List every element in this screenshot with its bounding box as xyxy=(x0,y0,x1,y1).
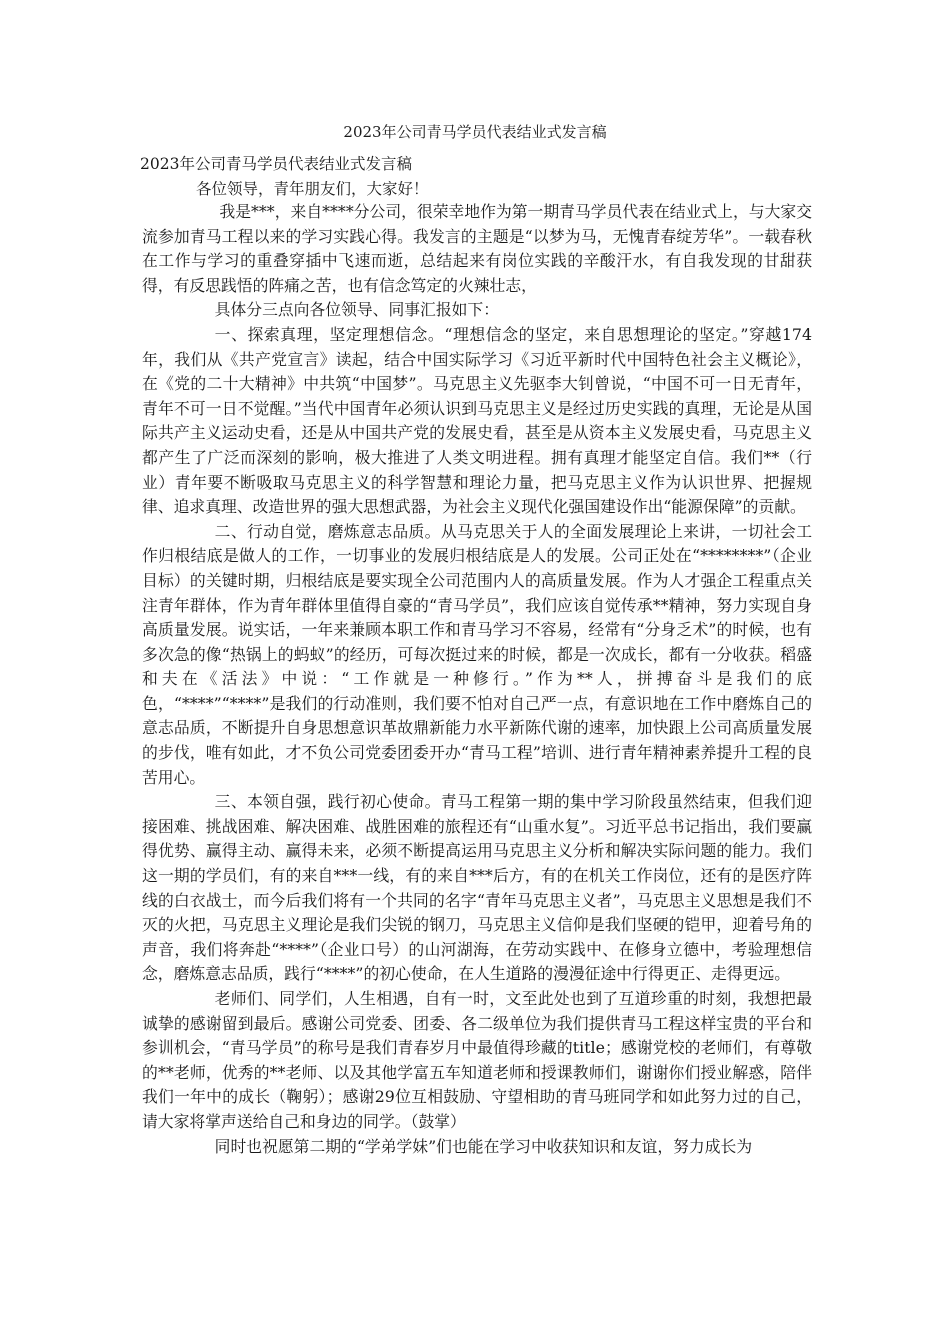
document-body xyxy=(142,200,812,1159)
paragraph-point-three: 三、本领自强，践行初心使命。青马工程第一期的集中学习阶段虽然结束，但我们迎接困难、挑战困难、解决困难、战胜困难的旅程还有“山重水复”。习近平总书记指出，我们要赢得优势、赢得主动、赢得未来，必须不断提高运用马克思主义分析和解决实际问题的能力。我们这一期的学员们，有的来自***一线，有的来自***后方，有的在机关工作岗位，还有的是医疗阵线的白衣战士，而今后我们将有一个共同的名字“青年马克思主义者”，马克思主义思想是我们不灭的火把，马克思主义理论是我们尖锐的钢刀，马克思主义信仰是我们坚硬的铠甲，迎着号角的声音，我们将奔赴“****”（企业口号）的山河湖海，在劳动实践中、在修身立德中，考验理想信念，磨炼意志品质，践行“****”的初心使命，在人生道路的漫漫征途中行得更正、走得更远。 xyxy=(142,792,812,984)
paragraph-closing: 同时也祝愿第二期的“学弟学妹”们也能在学习中收获知识和友谊，努力成长为 xyxy=(214,1136,753,1156)
greeting: 各位领导，青年朋友们，大家好！ xyxy=(196,180,429,198)
paragraph-outline: 具体分三点向各位领导、同事汇报如下： xyxy=(214,300,500,320)
paragraph-point-one: 一、探索真理，坚定理想信念。“理想信念的坚定，来自思想理论的坚定。”穿越174年，我们从《共产党宣言》读起，结合中国实际学习《习近平新时代中国特色社会主义概论》，在《党的二十大精神》中共筑“中国梦”。马克思主义先驱李大钊曾说，“中国不可一日无青年，青年不可一日不觉醒。”当代中国青年必须认识到马克思主义是经过历史实践的真理，无论是从国际共产主义运动史看，还是从中国共产党的发展史看，甚至是从资本主义发展史看，马克思主义都产生了广泛而深刻的影响，极大推进了人类文明进程。拥有真理才能坚定自信。我们**（行业）青年要不断吸取马克思主义的科学智慧和理论力量，把马克思主义作为认识世界、把握规律、追求真理、改造世界的强大思想武器，为社会主义现代化强国建设作出“能源保障”的贡献。 xyxy=(142,324,812,517)
paragraph-thanks: 老师们、同学们，人生相遇，自有一时，文至此处也到了互道珍重的时刻，我想把最诚挚的感谢留到最后。感谢公司党委、团委、各二级单位为我们提供青马工程这样宝贵的平台和参训机会，“青马学员”的称号是我们青春岁月中最值得珍藏的title；感谢党校的老师们，有尊敬的**老师，优秀的**老师、以及其他学富五车知道老师和授课教师们，谢谢你们授业解惑，陪伴我们一年中的成长（鞠躬）；感谢29位互相鼓励、守望相助的青马班同学和如此努力过的自己，请大家将掌声送给自己和身边的同学。（鼓掌） xyxy=(142,989,812,1131)
document-title: 2023年公司青马学员代表结业式发言稿 xyxy=(343,123,607,141)
document-subtitle: 2023年公司青马学员代表结业式发言稿 xyxy=(140,155,412,173)
paragraph-point-two: 二、行动自觉，磨炼意志品质。从马克思关于人的全面发展理论上来讲，一切社会工作归根结底是做人的工作，一切事业的发展归根结底是人的发展。公司正处在“********”（企业目标）的关键时期，归根结底是要实现全公司范围内人的高质量发展。作为人才强企工程重点关注青年群体，作为青年群体里值得自豪的“青马学员”，我们应该自觉传承**精神，努力实现自身高质量发展。说实话，一年来兼顾本职工作和青马学习不容易，经常有“分身乏术”的时候，也有多次急的像“热锅上的蚂蚁”的经历，可每次挺过来的时候，都是一次成长，都有一分收获。稻盛和夫在《活法》中说：“工作就是一种修行。”作为**人，拼搏奋斗是我们的底色，“****”“****”是我们的行动准则，我们要不怕对自己严一点，有意识地在工作中磨炼自己的意志品质，不断提升自身思想意识革故鼎新能力水平新陈代谢的速率，加快跟上公司高质量发展的步伐，唯有如此，才不负公司党委团委开办“青马工程”培训、进行青年精神素养提升工程的良苦用心。 xyxy=(142,521,812,787)
paragraph-intro: 我是***，来自****分公司，很荣幸地作为第一期青马学员代表在结业式上，与大家交流参加青马工程以来的学习实践心得。我发言的主题是“以梦为马，无愧青春绽芳华”。一载春秋在工作与学习的重叠穿插中飞速而逝，总结起来有岗位实践的辛酸汗水，有自我发现的甘甜获得，有反思践悟的阵痛之苦，也有信念笃定的火辣壮志， xyxy=(142,202,812,295)
